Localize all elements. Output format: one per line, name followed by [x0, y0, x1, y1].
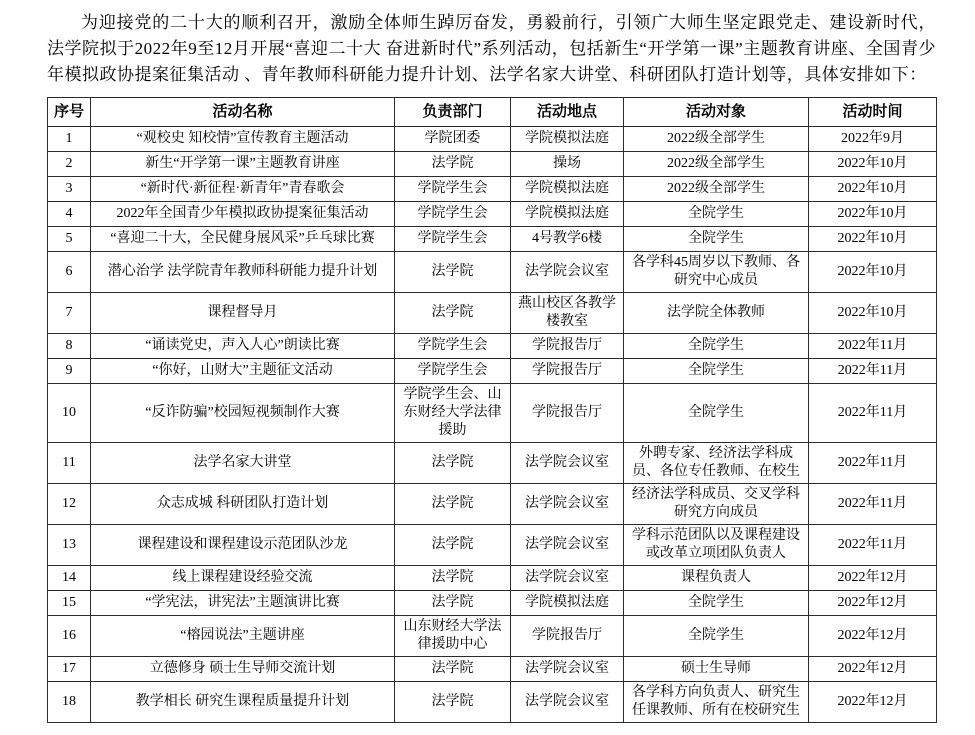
cell-department: 学院学生会 [395, 227, 511, 252]
cell-audience: 全院学生 [624, 334, 809, 359]
header-activity-name: 活动名称 [91, 98, 395, 127]
header-time: 活动时间 [809, 98, 937, 127]
cell-index: 16 [48, 616, 91, 657]
cell-activity-name: “榕园说法”主题讲座 [91, 616, 395, 657]
cell-location: 法学院会议室 [511, 525, 624, 566]
cell-location: 法学院会议室 [511, 484, 624, 525]
cell-location: 4号教学6楼 [511, 227, 624, 252]
cell-activity-name: 课程督导月 [91, 293, 395, 334]
table-row [48, 682, 937, 723]
intro-paragraph: 为迎接党的二十大的顺利召开，激励全体师生踔厉奋发，勇毅前行，引领广大师生坚定跟党走、建设新时代，法学院拟于2022年9至12月开展“喜迎二十大 奋进新时代”系列活动，包括新生“开学第一课”主题教育讲座、全国青少年模拟政协提案征集活动 、青年教师科研能力提升计划、法学名家大讲堂、科研团队打造计划等，具体安排如下： [47, 13, 936, 84]
cell-time: 2022年11月 [809, 334, 937, 359]
cell-audience: 2022级全部学生 [624, 152, 809, 177]
cell-location: 法学院会议室 [511, 443, 624, 484]
cell-audience: 各学科45周岁以下教师、各研究中心成员 [624, 252, 809, 293]
activities-table-body [48, 127, 937, 723]
cell-department: 法学院 [395, 293, 511, 334]
cell-audience: 经济法学科成员、交叉学科研究方向成员 [624, 484, 809, 525]
cell-time: 2022年12月 [809, 657, 937, 682]
cell-activity-name: 2022年全国青少年模拟政协提案征集活动 [91, 202, 395, 227]
cell-index: 10 [48, 384, 91, 443]
cell-time: 2022年11月 [809, 443, 937, 484]
cell-department: 法学院 [395, 591, 511, 616]
cell-department: 法学院 [395, 152, 511, 177]
cell-location: 学院报告厅 [511, 616, 624, 657]
cell-location: 学院报告厅 [511, 334, 624, 359]
cell-location: 燕山校区各教学楼教室 [511, 293, 624, 334]
cell-location: 学院模拟法庭 [511, 127, 624, 152]
cell-time: 2022年11月 [809, 359, 937, 384]
cell-activity-name: “观校史 知校情”宣传教育主题活动 [91, 127, 395, 152]
cell-time: 2022年10月 [809, 252, 937, 293]
cell-department: 法学院 [395, 252, 511, 293]
table-row [48, 591, 937, 616]
cell-activity-name: “反诈防骗”校园短视频制作大赛 [91, 384, 395, 443]
cell-time: 2022年10月 [809, 177, 937, 202]
header-index: 序号 [48, 98, 91, 127]
cell-index: 15 [48, 591, 91, 616]
cell-audience: 全院学生 [624, 616, 809, 657]
cell-location: 法学院会议室 [511, 657, 624, 682]
cell-department: 学院团委 [395, 127, 511, 152]
cell-audience: 2022级全部学生 [624, 177, 809, 202]
cell-department: 法学院 [395, 566, 511, 591]
cell-location: 操场 [511, 152, 624, 177]
table-row [48, 359, 937, 384]
cell-location: 法学院会议室 [511, 682, 624, 723]
cell-department: 法学院 [395, 525, 511, 566]
cell-activity-name: 新生“开学第一课”主题教育讲座 [91, 152, 395, 177]
cell-index: 13 [48, 525, 91, 566]
cell-time: 2022年11月 [809, 525, 937, 566]
cell-audience: 2022级全部学生 [624, 127, 809, 152]
table-row [48, 177, 937, 202]
cell-location: 学院模拟法庭 [511, 591, 624, 616]
cell-index: 5 [48, 227, 91, 252]
cell-index: 4 [48, 202, 91, 227]
cell-audience: 各学科方向负责人、研究生任课教师、所有在校研究生 [624, 682, 809, 723]
cell-department: 法学院 [395, 657, 511, 682]
cell-activity-name: 课程建设和课程建设示范团队沙龙 [91, 525, 395, 566]
cell-audience: 全院学生 [624, 359, 809, 384]
cell-department: 山东财经大学法律援助中心 [395, 616, 511, 657]
cell-time: 2022年12月 [809, 566, 937, 591]
cell-audience: 全院学生 [624, 591, 809, 616]
header-audience: 活动对象 [624, 98, 809, 127]
cell-activity-name: 法学名家大讲堂 [91, 443, 395, 484]
header-department: 负责部门 [395, 98, 511, 127]
cell-index: 17 [48, 657, 91, 682]
table-row [48, 293, 937, 334]
cell-time: 2022年10月 [809, 293, 937, 334]
cell-time: 2022年10月 [809, 227, 937, 252]
cell-time: 2022年10月 [809, 202, 937, 227]
header-location: 活动地点 [511, 98, 624, 127]
cell-department: 学院学生会 [395, 202, 511, 227]
cell-department: 法学院 [395, 443, 511, 484]
cell-location: 学院模拟法庭 [511, 177, 624, 202]
cell-time: 2022年12月 [809, 591, 937, 616]
cell-time: 2022年11月 [809, 384, 937, 443]
cell-audience: 法学院全体教师 [624, 293, 809, 334]
table-row [48, 443, 937, 484]
activities-table [47, 97, 937, 723]
table-row [48, 127, 937, 152]
cell-index: 6 [48, 252, 91, 293]
cell-activity-name: “诵读党史，声入人心”朗读比赛 [91, 334, 395, 359]
cell-location: 法学院会议室 [511, 252, 624, 293]
cell-index: 1 [48, 127, 91, 152]
table-row [48, 616, 937, 657]
table-row [48, 484, 937, 525]
cell-index: 8 [48, 334, 91, 359]
cell-department: 法学院 [395, 484, 511, 525]
cell-department: 法学院 [395, 682, 511, 723]
cell-index: 9 [48, 359, 91, 384]
table-row [48, 334, 937, 359]
table-row [48, 252, 937, 293]
cell-location: 法学院会议室 [511, 566, 624, 591]
cell-audience: 全院学生 [624, 227, 809, 252]
cell-location: 学院报告厅 [511, 384, 624, 443]
cell-audience: 外聘专家、经济法学科成员、各位专任教师、在校生 [624, 443, 809, 484]
cell-location: 学院模拟法庭 [511, 202, 624, 227]
table-row [48, 384, 937, 443]
cell-audience: 学科示范团队以及课程建设或改革立项团队负责人 [624, 525, 809, 566]
cell-audience: 全院学生 [624, 202, 809, 227]
table-row [48, 227, 937, 252]
cell-time: 2022年12月 [809, 682, 937, 723]
cell-time: 2022年10月 [809, 152, 937, 177]
table-row [48, 566, 937, 591]
cell-department: 学院学生会 [395, 334, 511, 359]
cell-activity-name: “喜迎二十大，全民健身展风采”乒乓球比赛 [91, 227, 395, 252]
table-header-row [48, 98, 937, 127]
cell-activity-name: “你好，山财大”主题征文活动 [91, 359, 395, 384]
cell-location: 学院报告厅 [511, 359, 624, 384]
cell-index: 12 [48, 484, 91, 525]
cell-index: 7 [48, 293, 91, 334]
table-row [48, 525, 937, 566]
cell-audience: 全院学生 [624, 384, 809, 443]
table-row [48, 152, 937, 177]
cell-department: 学院学生会、山东财经大学法律援助 [395, 384, 511, 443]
cell-index: 2 [48, 152, 91, 177]
cell-index: 14 [48, 566, 91, 591]
cell-index: 18 [48, 682, 91, 723]
cell-activity-name: 教学相长 研究生课程质量提升计划 [91, 682, 395, 723]
cell-activity-name: “新时代·新征程·新青年”青春歌会 [91, 177, 395, 202]
cell-department: 学院学生会 [395, 177, 511, 202]
table-row [48, 657, 937, 682]
cell-activity-name: 立德修身 硕士生导师交流计划 [91, 657, 395, 682]
cell-index: 11 [48, 443, 91, 484]
cell-index: 3 [48, 177, 91, 202]
cell-department: 学院学生会 [395, 359, 511, 384]
cell-audience: 课程负责人 [624, 566, 809, 591]
cell-time: 2022年12月 [809, 616, 937, 657]
table-row [48, 202, 937, 227]
cell-activity-name: 潜心治学 法学院青年教师科研能力提升计划 [91, 252, 395, 293]
cell-time: 2022年9月 [809, 127, 937, 152]
cell-time: 2022年11月 [809, 484, 937, 525]
cell-activity-name: 线上课程建设经验交流 [91, 566, 395, 591]
cell-activity-name: “学宪法，讲宪法”主题演讲比赛 [91, 591, 395, 616]
cell-audience: 硕士生导师 [624, 657, 809, 682]
cell-activity-name: 众志成城 科研团队打造计划 [91, 484, 395, 525]
